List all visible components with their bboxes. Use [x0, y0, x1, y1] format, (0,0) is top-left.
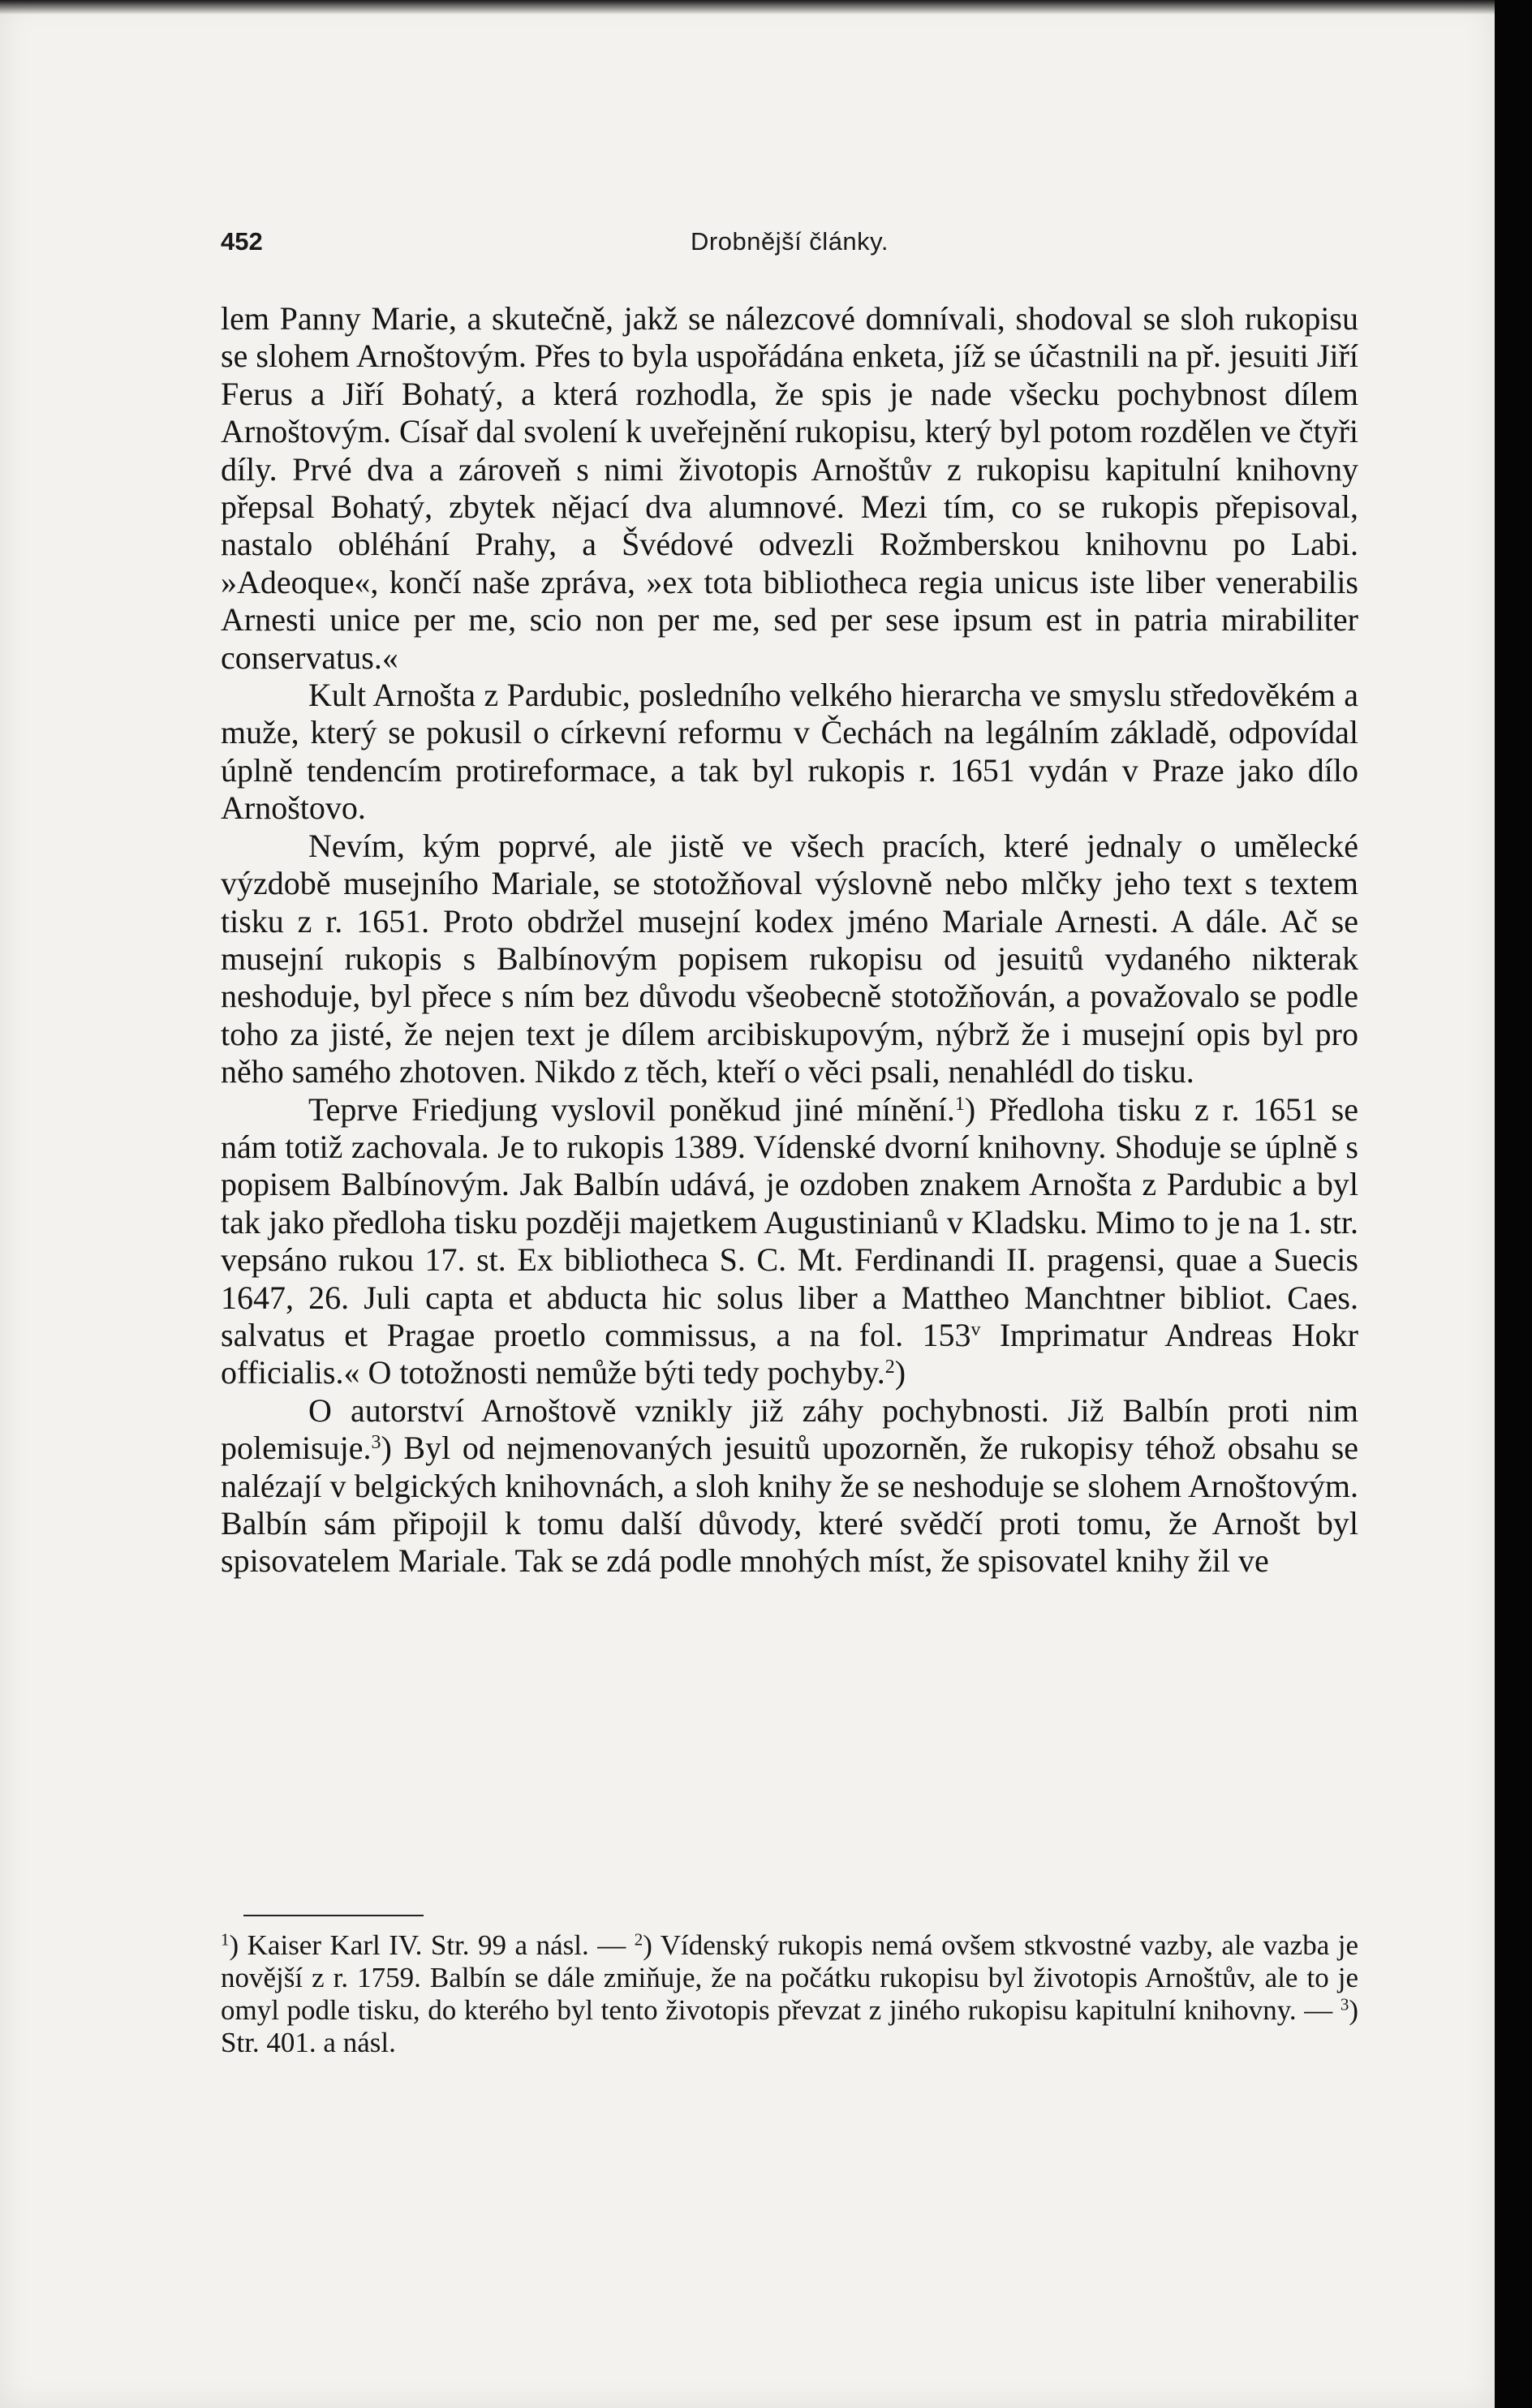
footnote-ref: v [970, 1318, 981, 1340]
body-paragraph: Kult Arnošta z Pardubic, posledního velkého hierarcha ve smyslu středověkém a muže, který se pokusil o církevní reformu v Čechách na legálním základě, odpovídal úplně tendencím protireformace, a tak byl rukopis r. 1651 vydán v Praze jako dílo Arnoštovo. [221, 677, 1358, 827]
footnote-text: ) Kaiser Karl IV. Str. 99 a násl. — [229, 1929, 635, 1961]
body-paragraph [221, 1392, 1358, 1580]
running-title: Drobnější články. [691, 227, 889, 256]
footnote-number: 2 [634, 1929, 643, 1950]
body-paragraph: Nevím, kým poprvé, ale jistě ve všech pracích, které jednaly o umělecké výzdobě musejního Mariale, se stotožňoval výslovně nebo mlčky jeho text s textem tisku z r. 1651. Proto obdržel musejní kodex jméno Mariale Arnesti. A dále. Ač se musejní rukopis s Balbínovým popisem rukopisu od jesuitů vydaného nikterak neshoduje, byl přece s ním bez důvodu všeobecně stotožňován, a považovalo se podle toho za jisté, že nejen text je dílem arcibiskupovým, nýbrž že i musejní opis byl pro něho samého zhotoven. Nikdo z těch, kteří o věci psali, nenahlédl do tisku. [221, 827, 1358, 1090]
text-run: Imprimatur Andreas Hokr officialis.« O totožnosti nemůže býti tedy pochyby. [221, 1316, 1358, 1391]
footnote-ref: 1 [954, 1093, 965, 1115]
text-run: ) Byl od nejmenovaných jesuitů upozorněn, že rukopisy téhož obsahu se nalézají v belgických knihovnách, a sloh knihy že se neshoduje se slohem Arnoštovým. Balbín sám připojil k tomu další důvody, které svědčí proti tomu, že Arnošt byl spisovatelem Mariale. Tak se zdá podle mnohých míst, že spisovatel knihy žil ve [221, 1430, 1358, 1580]
scan-top-edge [0, 0, 1495, 15]
text-run: Teprve Friedjung vyslovil poněkud jiné mínění. [308, 1090, 955, 1128]
footnote-separator [243, 1915, 424, 1916]
footnote-number: 1 [221, 1929, 230, 1950]
text-run: O autorství Arnoštově vznikly již záhy pochybnosti. Již Balbín proti nim polemisuje. [221, 1391, 1358, 1467]
text-run: ) [894, 1354, 906, 1391]
footnote-ref: 3 [371, 1432, 381, 1453]
footnote-paragraph [221, 1929, 1358, 2059]
page-header [221, 227, 1358, 263]
footnote-text: ) Str. 401. a násl. [221, 1994, 1358, 2058]
scan-right-edge [1495, 0, 1532, 2408]
text-run: ) Předloha tisku z r. 1651 se nám totiž zachovala. Je to rukopis 1389. Vídenské dvorní knihovny. Shoduje se úplně s popisem Balbínovým. Jak Balbín udává, je ozdoben znakem Arnošta z Pardubic a byl tak jako předloha tisku později majetkem Augustinianů v Kladsku. Mimo to je na 1. str. vepsáno rukou 17. st. Ex bibliotheca S. C. Mt. Ferdinandi II. pragensi, quae a Suecis 1647, 26. Juli capta et abducta hic solus liber a Mattheo Manchtner bibliot. Caes. salvatus et Pragae proetlo commissus, a na fol. 153 [221, 1090, 1358, 1353]
footnotes [221, 1929, 1358, 2059]
main-text [221, 300, 1358, 1580]
body-paragraph: lem Panny Marie, a skutečně, jakž se nálezcové domnívali, shodoval se sloh rukopisu se slohem Arnoštovým. Přes to byla uspořádána enketa, jíž se účastnili na př. jesuiti Jiří Ferus a Jiří Bohatý, a která rozhodla, že spis je nade všecku pochybnost dílem Arnoštovým. Císař dal svolení k uveřejnění rukopisu, který byl potom rozdělen ve čtyři díly. Prvé dva a zároveň s nimi životopis Arnoštův z rukopisu kapitulní knihovny přepsal Bohatý, zbytek nějací dva alumnové. Mezi tím, co se rukopis přepisoval, nastalo obléhání Prahy, a Švédové odvezli Rožmberskou knihovnu po Labi. »Adeoque«, končí naše zpráva, »ex tota bibliotheca regia unicus iste liber venerabilis Arnesti unice per me, scio non per me, sed per sese ipsum est in patria mirabiliter conservatus.« [221, 300, 1358, 676]
body-paragraph [221, 1091, 1358, 1392]
footnote-ref: 2 [884, 1357, 895, 1378]
footnote-number: 3 [1340, 1994, 1349, 2015]
page-number: 452 [221, 227, 263, 256]
footnote-text: ) Vídenský rukopis nemá ovšem stkvostné vazby, ale vazba je novější z r. 1759. Balbín se dále zmiňuje, že na počátku rukopisu byl životopis Arnoštův, ale to je omyl podle tisku, do kterého byl tento životopis převzat z jiného rukopisu kapitulní knihovny. — [221, 1929, 1358, 2026]
